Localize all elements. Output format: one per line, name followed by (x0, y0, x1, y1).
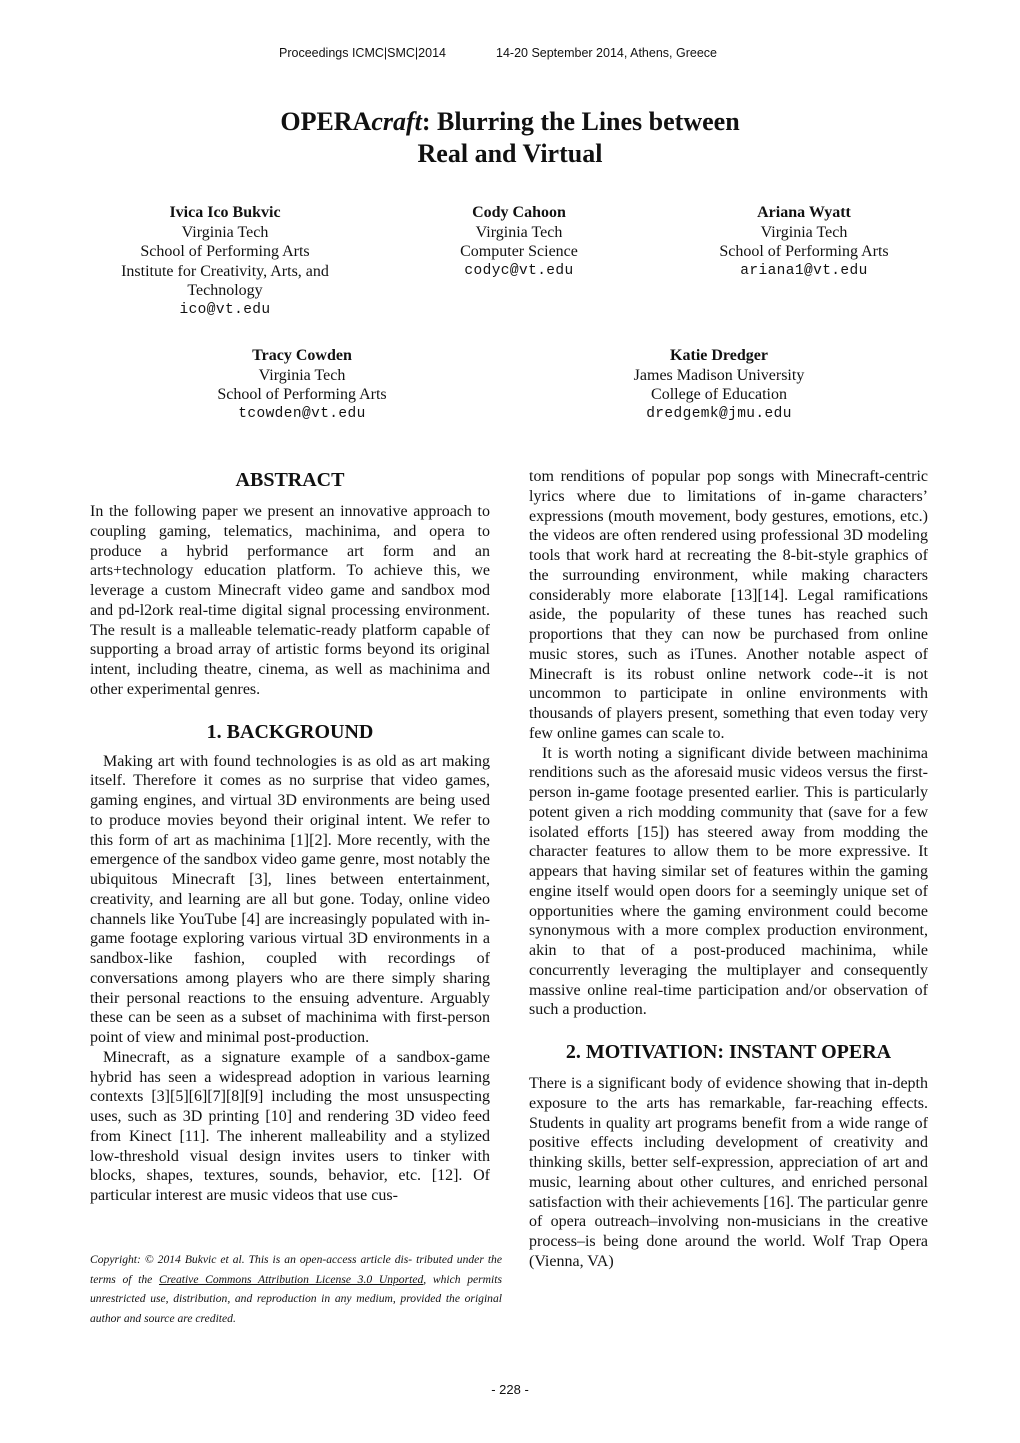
author-name: Ivica Ico Bukvic (169, 204, 281, 221)
abstract-heading: ABSTRACT (235, 469, 345, 491)
header-date-location: 14-20 September 2014, Athens, Greece (496, 46, 717, 60)
background-paragraph-continued: tom renditions of popular pop songs with Minecraft-centric lyrics where due to limitations of in-game characters’ expressions (mouth movement, body gestures, emotions, etc.) the videos are often rendered using professional 3D modeling tools that work hard at recreating the 8-bit-style graphics of the surrounding environment, while making characters considerably more elaborate [13][14]. Legal ramifications aside, the popularity of these tunes has reached such proportions that they can now be purchased from online music stores, such as iTunes. Another notable aspect of Minecraft is its robust online network code--it is not uncommon to participate in online environments with thousands of players present, something that even today very few online games can scale to. (529, 468, 928, 742)
left-column (90, 468, 490, 1206)
motivation-heading: 2. MOTIVATION: INSTANT OPERA (565, 1041, 892, 1063)
author-department: School of Performing Arts (217, 386, 387, 403)
background-paragraph: Minecraft, as a signature example of a sandbox-game hybrid has seen a widespread adoption in various learning contexts [3][5][6][7][8][9] including the most unsuspecting uses, such as 3D printing [10] and rendering 3D video feed from Kinect [11]. The inherent malleability and a stylized low-threshold visual design invites users to tinker with blocks, shapes, textures, sounds, behavior, etc. [12]. Of particular interest are music videos that use cus- (90, 1048, 490, 1204)
author-block (100, 203, 350, 320)
author-department: College of Education (651, 386, 787, 403)
author-affiliation: Virginia Tech (760, 223, 848, 241)
author-affiliation: Virginia Tech (258, 366, 346, 384)
paper-title (0, 106, 1020, 170)
author-affiliation: Virginia Tech (181, 223, 269, 241)
author-name: Cody Cahoon (472, 204, 566, 221)
author-block (180, 346, 424, 424)
author-name: Tracy Cowden (252, 347, 352, 364)
author-block (596, 346, 842, 424)
author-email[interactable]: ariana1@vt.edu (740, 262, 868, 279)
author-institute: Institute for Creativity, Arts, and (121, 262, 329, 280)
header-proceedings: Proceedings ICMC|SMC|2014 (279, 46, 446, 60)
background-heading: 1. BACKGROUND (206, 720, 374, 743)
author-department: Computer Science (460, 243, 578, 260)
author-department: School of Performing Arts (719, 243, 889, 260)
page-number: - 228 - (491, 1382, 529, 1397)
motivation-paragraph: There is a significant body of evidence showing that in-depth exposure to the arts has remarkable, far-reaching effects. Students in quality art programs benefit from a wide range of positive effects including development of creativity and thinking skills, better self-expression, appreciation of art and music, learning about other cultures, and enriched personal satisfaction with their achievements [16]. The particular genre of opera outreach–involving non-musicians in the creative process–is being done around the world. Wolf Trap Opera (Vienna, VA) (529, 1075, 928, 1270)
copyright-notice (90, 1250, 502, 1328)
author-name: Katie Dredger (670, 347, 768, 364)
title-italic: craft (371, 107, 422, 136)
abstract-text: In the following paper we present an innovative approach to coupling gaming, telematics, machinima, and opera to produce a hybrid performance art form and an arts+technology education platform. To achieve this, we leverage a custom Minecraft video game and sandbox mod and pd-l2ork real-time digital signal processing environment. The result is a malleable telematic-ready platform capable of supporting a broad array of artistic forms beyond its original intent, including theatre, cinema, as well as machinima and other experimental genres. (90, 503, 490, 698)
right-column (529, 467, 928, 1272)
author-institute: Technology (187, 282, 263, 299)
title-prefix: OPERA (280, 107, 372, 136)
title-line2: Real and Virtual (417, 139, 603, 168)
author-block (686, 203, 922, 281)
author-email[interactable]: tcowden@vt.edu (238, 405, 366, 422)
author-affiliation: James Madison University (633, 366, 805, 384)
author-email[interactable]: dredgemk@jmu.edu (646, 405, 792, 422)
author-department: School of Performing Arts (140, 243, 310, 260)
author-name: Ariana Wyatt (757, 204, 851, 221)
title-line1: : Blurring the Lines between (421, 107, 740, 136)
author-email[interactable]: ico@vt.edu (179, 301, 271, 318)
background-paragraph: Making art with found technologies is as old as art making itself. Therefore it comes as no surprise that video games, gaming engines, and virtual 3D environments are being used to produce movies beyond their original intent. We refer to this form of art as machinima [1][2]. More recently, with the emergence of the sandbox video game genre, most notably the ubiquitous Minecraft [3], lines between entertainment, creativity, and learning are all but gone. Today, online video channels like YouTube [4] are increasingly populated with in-game footage exploring various virtual 3D environments in a sandbox-like fashion, coupled with recordings of conversations among players who are there simply sharing their personal reactions to the ensuing adventure. Arguably these can be seen as a subset of machinima with first-person point of view and minimal post-production. (90, 752, 490, 1046)
license-link[interactable]: Creative Commons Attribution License 3.0 Unported (158, 1272, 424, 1286)
author-email[interactable]: codyc@vt.edu (464, 262, 574, 279)
copyright-text: , which permits unrestricted use, distribution, and reproduction in any medium, provided the original author and source are credited. (90, 1272, 503, 1325)
background-paragraph: It is worth noting a significant divide between machinima renditions such as the aforesaid music videos versus the first-person in-game footage presented earlier. This is particularly potent given a rich modding community that (save for a few isolated efforts [15]) has steered away from modding the character features to allow them to be more expressive. It appears that having similar set of features within the gaming engine itself would open doors for a seemingly unique set of opportunities where the gaming environment could become synonymous with a more complex production environment, akin to that of a post-produced machinima, while concurrently leveraging the multiplayer and consequently massive online real-time participation and/or observation of such a production. (529, 744, 928, 1019)
author-affiliation: Virginia Tech (475, 223, 563, 241)
copyright-text: Copyright: © 2014 Bukvic et al. This is an open-access article dis- tributed under the terms of the (90, 1253, 502, 1286)
author-block (409, 203, 629, 281)
